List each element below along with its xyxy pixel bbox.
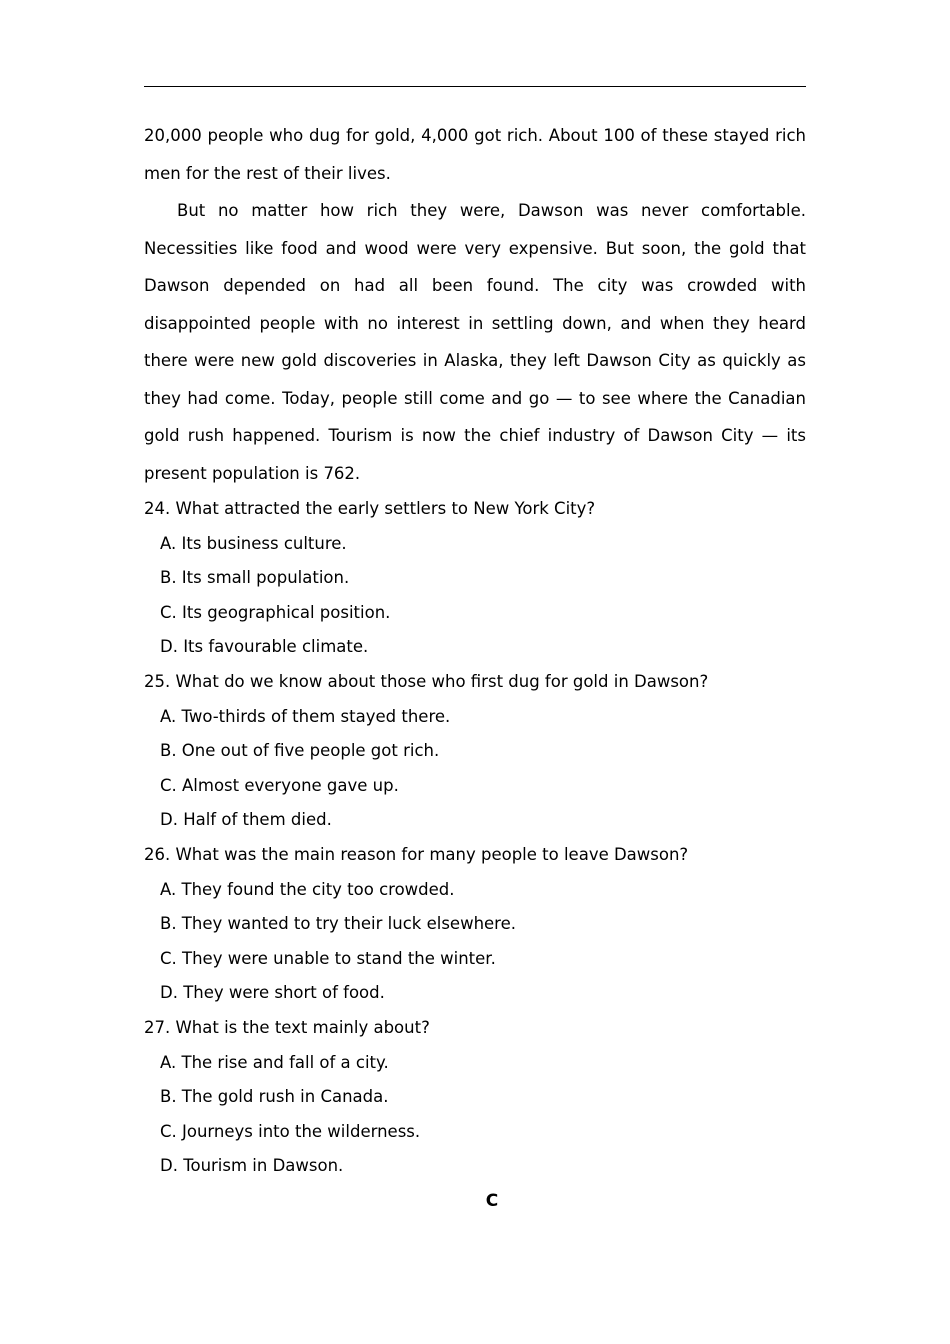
option-a: A. Its business culture. xyxy=(160,533,347,553)
option-d: D. Tourism in Dawson. xyxy=(160,1156,344,1176)
option-b: B. Its small population. xyxy=(160,568,350,588)
section-heading: C xyxy=(485,1190,499,1211)
option-b: B. The gold rush in Canada. xyxy=(160,1087,389,1107)
question-26 xyxy=(144,838,806,1011)
option-c: C. Its geographical position. xyxy=(160,602,391,622)
option-b: B. They wanted to try their luck elsewhere. xyxy=(160,914,516,934)
question-stem: 27. What is the text mainly about? xyxy=(144,1017,430,1037)
option-b: B. One out of five people got rich. xyxy=(160,741,440,761)
option-a: A. Two-thirds of them stayed there. xyxy=(160,706,451,726)
option-d: D. Its favourable climate. xyxy=(160,637,369,657)
option-c: C. They were unable to stand the winter. xyxy=(160,948,496,968)
question-27 xyxy=(144,1011,806,1184)
option-c: C. Almost everyone gave up. xyxy=(160,775,399,795)
passage-continuation: 20,000 people who dug for gold, 4,000 got rich. About 100 of these stayed rich men for the rest of their lives. xyxy=(144,126,806,183)
question-stem: 26. What was the main reason for many people to leave Dawson? xyxy=(144,844,689,864)
option-d: D. They were short of food. xyxy=(160,983,385,1003)
option-d: D. Half of them died. xyxy=(160,810,332,830)
header-rule xyxy=(144,86,806,87)
option-c: C. Journeys into the wilderness. xyxy=(160,1121,421,1141)
question-24 xyxy=(144,492,806,665)
question-stem: 24. What attracted the early settlers to New York City? xyxy=(144,499,596,518)
option-a: A. The rise and fall of a city. xyxy=(160,1052,389,1072)
document-content xyxy=(144,117,806,1218)
passage-paragraph: But no matter how rich they were, Dawson was never comfortable. Necessities like food and wood were very expensive. But soon, the gold that Dawson depended on had all been found. The city was crowded with disappointed people with no interest in settling down, and when they heard there were new gold discoveries in Alaska, they left Dawson City as quickly as they had come. Today, people still come and go — to see where the Canadian gold rush happened. Tourism is now the chief industry of Dawson City — its present population is 762. xyxy=(144,201,806,483)
question-stem: 25. What do we know about those who first dug for gold in Dawson? xyxy=(144,671,709,691)
option-a: A. They found the city too crowded. xyxy=(160,879,455,899)
question-25 xyxy=(144,665,806,838)
